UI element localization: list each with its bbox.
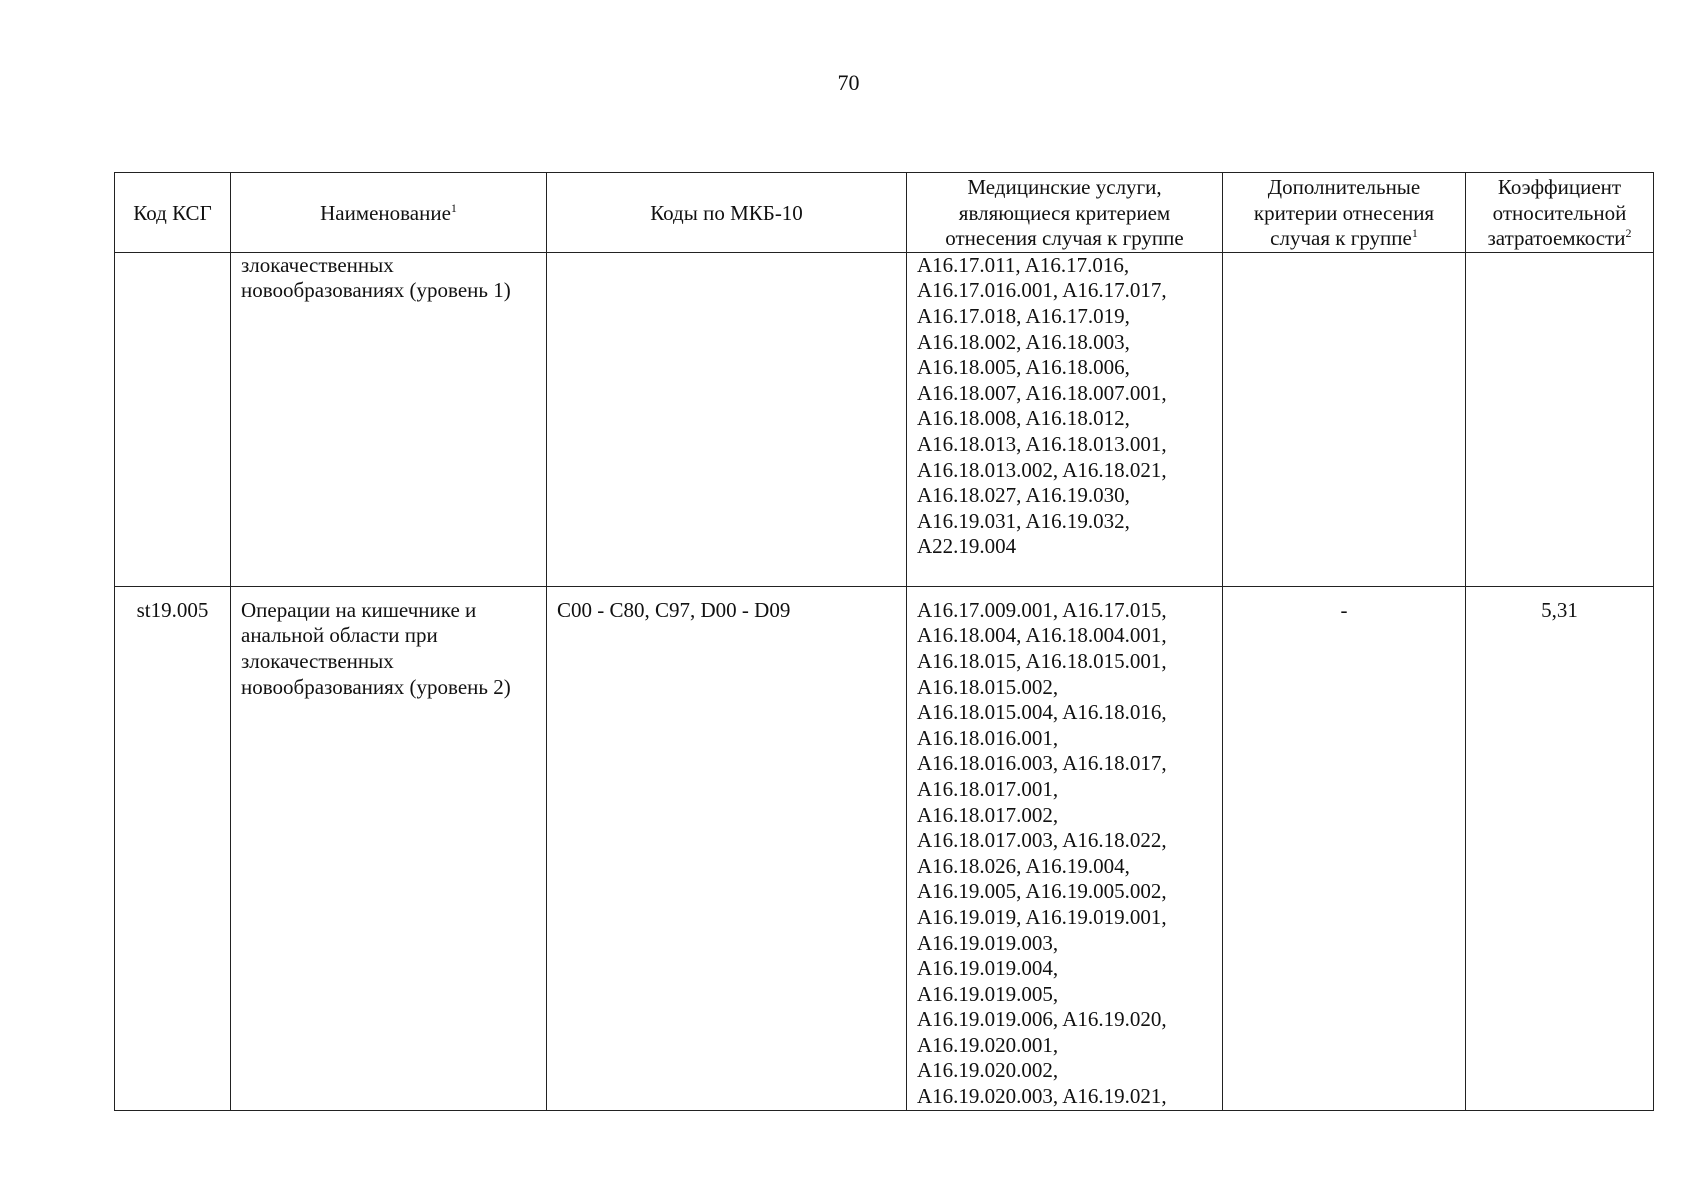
name-line: анальной области при xyxy=(241,623,438,648)
header-name xyxy=(231,173,547,253)
table-header-row xyxy=(115,173,1654,253)
service-code-line: A16.19.019, A16.19.019.001, xyxy=(917,904,1167,929)
header-extra-line: критерии отнесения xyxy=(1253,200,1435,225)
service-code-line: A16.17.016.001, A16.17.017, xyxy=(917,278,1167,303)
service-code-line: A16.19.020.002, xyxy=(917,1058,1059,1083)
header-mkb-codes xyxy=(547,173,907,253)
service-code-line: A16.18.005, A16.18.006, xyxy=(917,355,1130,380)
service-code-line: A16.18.017.001, xyxy=(917,776,1059,801)
table-row xyxy=(115,586,1654,1110)
header-extra-line: случая к группе xyxy=(1270,226,1412,251)
service-code-line: A22.19.004 xyxy=(917,534,1017,559)
service-code-line: A16.18.002, A16.18.003, xyxy=(917,329,1130,354)
service-code-line: A16.19.020.003, A16.19.021, xyxy=(917,1084,1167,1109)
service-code-line: A16.19.019.003, xyxy=(917,930,1059,955)
cell-extra-criteria: - xyxy=(1223,586,1466,1110)
name-line: новообразованиях (уровень 1) xyxy=(241,278,511,303)
header-coef-line: относительной xyxy=(1492,200,1627,225)
cell-cost-coefficient: 5,31 xyxy=(1466,586,1654,1110)
header-coef-line: Коэффициент xyxy=(1497,175,1622,199)
name-line: злокачественных xyxy=(241,648,394,673)
service-code-line: A16.19.005, A16.19.005.002, xyxy=(917,879,1167,904)
service-code-line: A16.18.015, A16.18.015.001, xyxy=(917,648,1167,673)
cell-medical-services xyxy=(907,586,1223,1110)
service-code-line: A16.18.007, A16.18.007.001, xyxy=(917,380,1167,405)
service-code-line: A16.18.013.002, A16.18.021, xyxy=(917,457,1167,482)
header-coef-line: затратоемкости xyxy=(1487,226,1626,251)
ksg-table xyxy=(114,172,1654,1111)
header-mkb-text: Коды по МКБ-10 xyxy=(650,200,803,225)
header-extra-footnote: 1 xyxy=(1411,226,1418,241)
header-services-line: отнесения случая к группе xyxy=(945,226,1184,251)
name-line: злокачественных xyxy=(241,252,394,277)
header-services-line: Медицинские услуги, xyxy=(967,175,1162,199)
cell-ksg-code xyxy=(115,252,231,586)
service-code-line: A16.18.004, A16.18.004.001, xyxy=(917,623,1167,648)
header-extra-line: Дополнительные xyxy=(1267,175,1421,199)
service-code-line: A16.18.016.003, A16.18.017, xyxy=(917,751,1167,776)
header-ksg-code xyxy=(115,173,231,253)
header-ksg-code-text: Код КСГ xyxy=(133,200,212,225)
service-code-line: A16.18.008, A16.18.012, xyxy=(917,406,1130,431)
service-code-line: A16.18.026, A16.19.004, xyxy=(917,853,1130,878)
header-name-text: Наименование xyxy=(320,200,451,225)
header-medical-services xyxy=(907,173,1223,253)
cell-cost-coefficient xyxy=(1466,252,1654,586)
cell-name xyxy=(231,252,547,586)
service-code-line: A16.18.017.003, A16.18.022, xyxy=(917,828,1167,853)
service-code-line: A16.18.015.004, A16.18.016, xyxy=(917,700,1167,725)
cell-medical-services xyxy=(907,252,1223,586)
service-code-line: A16.17.009.001, A16.17.015, xyxy=(917,597,1167,622)
cell-mkb-codes: C00 - C80, C97, D00 - D09 xyxy=(547,586,907,1110)
page-number: 70 xyxy=(837,70,860,95)
cell-mkb-codes xyxy=(547,252,907,586)
cell-ksg-code: st19.005 xyxy=(115,586,231,1110)
header-services-line: являющиеся критерием xyxy=(958,200,1171,225)
service-code-line: A16.18.015.002, xyxy=(917,674,1059,699)
service-code-line: A16.17.011, A16.17.016, xyxy=(917,252,1130,277)
service-code-line: A16.18.027, A16.19.030, xyxy=(917,483,1130,508)
table-row xyxy=(115,252,1654,586)
service-code-line: A16.17.018, A16.17.019, xyxy=(917,303,1130,328)
service-code-line: A16.19.019.006, A16.19.020, xyxy=(917,1007,1167,1032)
name-line: новообразованиях (уровень 2) xyxy=(241,674,511,699)
name-line: Операции на кишечнике и xyxy=(241,597,477,622)
service-code-line: A16.18.013, A16.18.013.001, xyxy=(917,431,1167,456)
header-coef-footnote: 2 xyxy=(1625,226,1632,241)
service-code-line: A16.18.017.002, xyxy=(917,802,1059,827)
service-code-line: A16.19.031, A16.19.032, xyxy=(917,508,1130,533)
header-extra-criteria xyxy=(1223,173,1466,253)
service-code-line: A16.19.019.005, xyxy=(917,981,1059,1006)
service-code-line: A16.19.019.004, xyxy=(917,956,1059,981)
cell-name xyxy=(231,586,547,1110)
cell-extra-criteria xyxy=(1223,252,1466,586)
service-code-line: A16.18.016.001, xyxy=(917,725,1059,750)
header-name-footnote: 1 xyxy=(450,200,457,215)
service-code-line: A16.19.020.001, xyxy=(917,1032,1059,1057)
header-cost-coefficient xyxy=(1466,173,1654,253)
